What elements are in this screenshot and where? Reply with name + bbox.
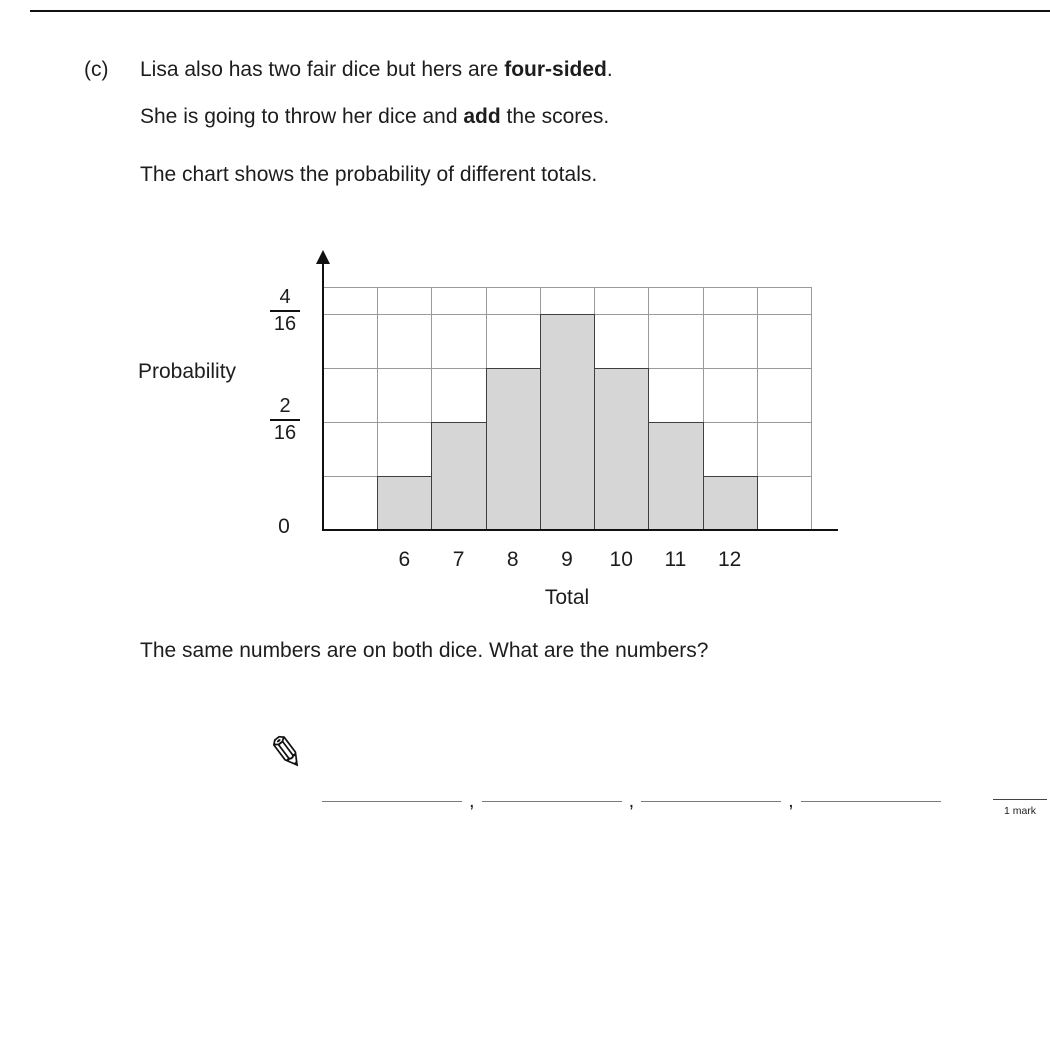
y-axis-arrow-icon — [316, 250, 330, 264]
y-tick-4-16-numerator: 4 — [279, 286, 291, 308]
statement-line-2-post: the scores. — [500, 105, 610, 128]
statement-line-1-pre: Lisa also has two fair dice but hers are — [140, 58, 505, 81]
statement-line-2 — [140, 104, 609, 130]
bar-6 — [377, 476, 432, 530]
question-text: The same numbers are on both dice. What are the numbers? — [140, 639, 709, 662]
statement-line-3: The chart shows the probability of different totals. — [140, 163, 598, 186]
gridline-horizontal — [323, 287, 811, 288]
statement-line-1-post: . — [606, 58, 613, 81]
x-axis-line — [322, 529, 838, 531]
x-tick-label-6: 6 — [398, 548, 411, 571]
x-tick-label-7: 7 — [452, 548, 465, 571]
y-tick-2-16-numerator: 2 — [279, 395, 291, 417]
statement-line-2-pre: She is going to throw her dice and — [140, 105, 464, 128]
bar-9 — [540, 314, 595, 530]
y-tick-4-16 — [262, 286, 308, 336]
x-tick-label-9: 9 — [561, 548, 573, 571]
fraction-bar — [270, 419, 300, 421]
answer-blank-2[interactable] — [482, 801, 622, 802]
statement-line-1-bold: four-sided — [504, 58, 607, 81]
bar-8 — [486, 368, 541, 530]
x-axis-title: Total — [544, 586, 590, 609]
statement-line-2-bold: add — [463, 105, 501, 128]
statement-line-1 — [140, 57, 613, 83]
y-tick-4-16-denominator: 16 — [273, 313, 297, 335]
answer-blanks-row — [322, 778, 941, 812]
bar-12 — [703, 476, 758, 530]
bar-10 — [594, 368, 649, 530]
top-divider — [30, 10, 1050, 12]
comma-separator: , — [469, 790, 475, 812]
comma-separator: , — [628, 790, 635, 812]
plot-area — [323, 287, 811, 571]
y-tick-zero: 0 — [278, 515, 290, 538]
y-axis-title: Probability — [138, 360, 237, 383]
answer-blank-1[interactable] — [322, 801, 462, 802]
mark-allocation: 1 mark — [993, 799, 1047, 817]
x-tick-label-10: 10 — [609, 548, 633, 571]
y-tick-2-16-denominator: 16 — [273, 422, 297, 444]
bar-7 — [431, 422, 486, 530]
bar-11 — [648, 422, 703, 530]
gridline-vertical — [811, 287, 812, 530]
comma-separator: , — [788, 790, 794, 812]
y-axis-line — [322, 260, 324, 530]
y-tick-2-16 — [262, 395, 308, 445]
x-tick-label-12: 12 — [717, 548, 742, 571]
answer-blank-4[interactable] — [801, 801, 941, 802]
part-label: (c) — [84, 58, 109, 81]
answer-blank-3[interactable] — [641, 801, 781, 802]
x-tick-label-11: 11 — [664, 548, 687, 571]
x-tick-label-8: 8 — [506, 548, 519, 571]
fraction-bar — [270, 310, 300, 312]
pencil-icon: ✎ — [264, 726, 309, 781]
